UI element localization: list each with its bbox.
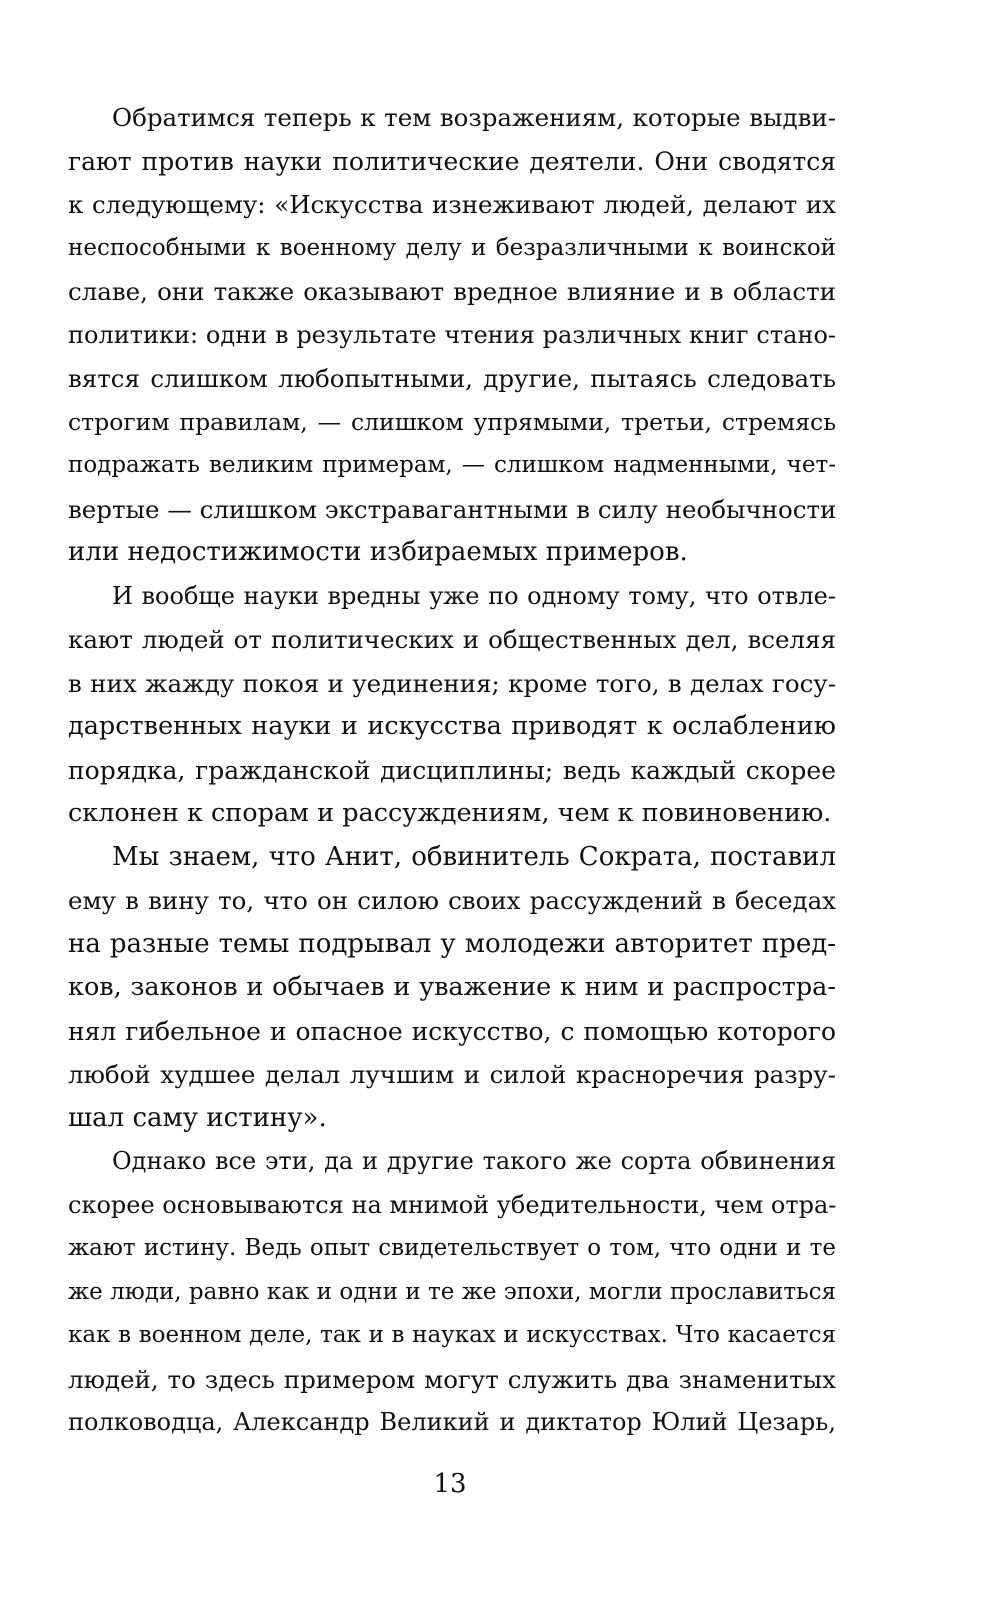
text-line: гают против науки политические деятели. Они сводятся <box>68 146 836 176</box>
text-line: политики: одни в результате чтения различных книг стано- <box>68 320 836 349</box>
page-number: 13 <box>433 1469 467 1499</box>
text-line: жают истину. Ведь опыт свидетельствует о том, что одни и те <box>68 1235 836 1261</box>
text-line: в них жажду покоя и уединения; кроме того, в делах госу- <box>68 668 836 698</box>
text-line: же люди, равно как и одни и те же эпохи, могли прославиться <box>68 1278 836 1305</box>
text-line: склонен к спорам и рассуждениям, чем к повиновению. <box>68 798 832 828</box>
text-line: к следующему: «Искусства изнеживают людей, делают их <box>68 190 836 219</box>
text-line: нял гибельное и опасное искусство, с помощью которого <box>68 1016 836 1046</box>
text-line: дарственных науки и искусства приводят к ослаблению <box>68 711 836 741</box>
text-line: строгим правилам, — слишком упрямыми, третьи, стремясь <box>68 407 836 436</box>
text-line: полководца, Александр Великий и диктатор Юлий Цезарь, <box>68 1408 836 1436</box>
text-line: славе, они также оказывают вредное влияние и в области <box>68 277 836 306</box>
text-line: шал саму истину». <box>68 1102 327 1133</box>
text-line: скорее основываются на мнимой убедительности, чем отра- <box>68 1190 836 1219</box>
text-line: как в военном деле, так и в науках и искусствах. Что касается <box>68 1322 836 1348</box>
text-line: вертые — слишком экстравагантными в силу необычности <box>68 494 836 524</box>
text-line: Однако все эти, да и другие такого же сорта обвинения <box>112 1147 836 1175</box>
text-line: кают людей от политических и общественных дел, вселяя <box>68 625 836 654</box>
text-line: ему в вину то, что он силою своих рассуждений в беседах <box>68 886 836 915</box>
text-line: И вообще науки вредны уже по одному тому, что отвле- <box>112 581 836 610</box>
text-line: людей, то здесь примером могут служить два знаменитых <box>68 1364 836 1394</box>
text-line: любой худшее делал лучшим и силой красноречия разру- <box>68 1060 836 1089</box>
text-line: ков, законов и обычаев и уважение к ним и распростра- <box>68 972 836 1002</box>
text-line: вятся слишком любопытными, другие, пытаясь следовать <box>68 364 836 393</box>
text-line: порядка, гражданской дисциплины; ведь каждый скорее <box>68 755 836 785</box>
text-line: Обратимся теперь к тем возражениям, которые выдви- <box>112 103 836 132</box>
text-line: неспособными к военному делу и безразличными к воинской <box>68 234 836 261</box>
body-text <box>68 96 836 1445</box>
text-line: или недостижимости избираемых примеров. <box>68 537 688 567</box>
text-line: на разные темы подрывал у молодежи авторитет пред- <box>68 928 836 959</box>
text-line: подражать великим примерам, — слишком надменными, чет- <box>68 452 836 478</box>
text-line: Мы знаем, что Анит, обвинитель Сократа, поставил <box>112 841 836 872</box>
